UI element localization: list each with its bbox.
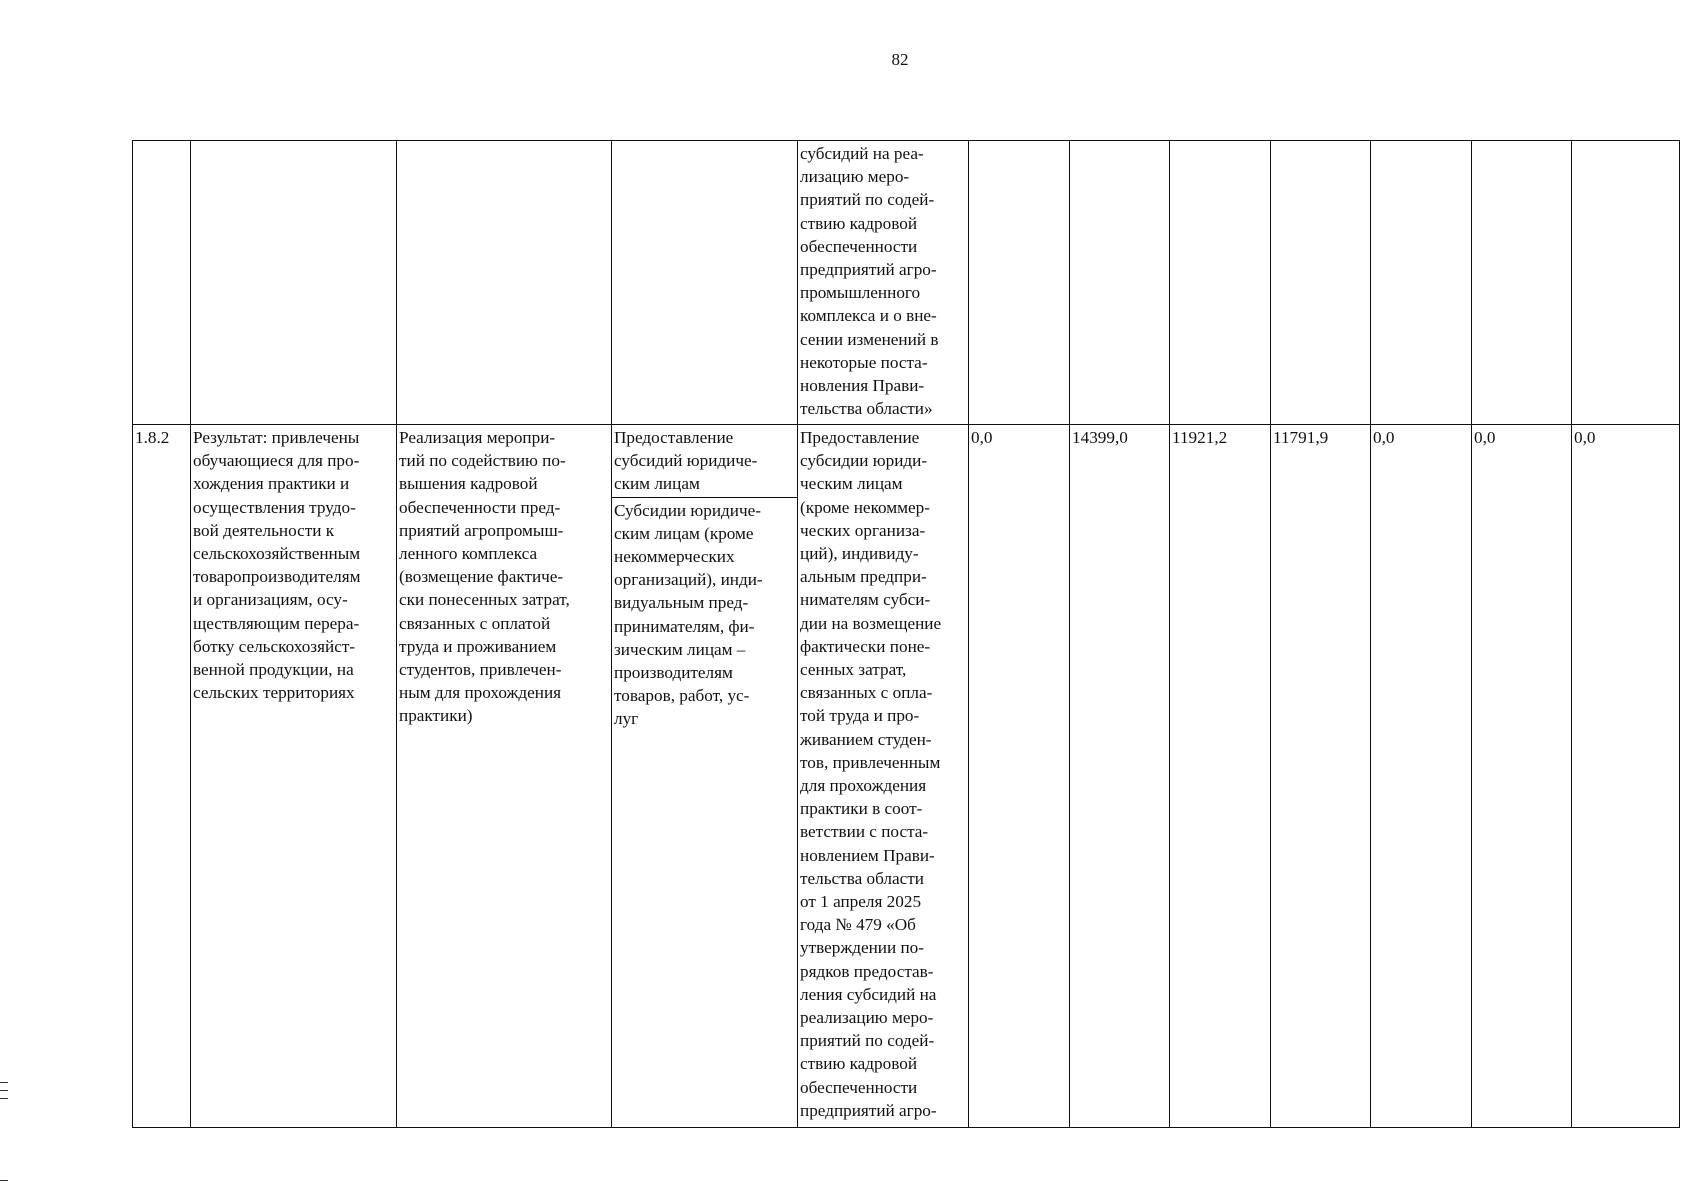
- cell-result: [191, 425, 397, 1128]
- basis-text: субсидий на реа- лизацию меро- приятий по содей- ствию кадровой обеспеченности предприятий агро- промышленного комплекса и о вне- сении изменений в некоторые поста- новления Прави- тельства области»: [800, 144, 939, 419]
- cell-value-7: 0,0: [1572, 425, 1680, 1128]
- page-number: 82: [891, 50, 909, 69]
- scan-edge-mark: [0, 1082, 8, 1083]
- cell-measure: [397, 141, 612, 425]
- cell-value-2: [1070, 141, 1170, 425]
- program-measures-table: [132, 140, 1680, 1128]
- cell-number: 1.8.2: [133, 425, 191, 1128]
- type-text-bottom: Субсидии юридиче- ским лицам (кроме некоммерческих организаций), инди- видуальным пред- принимателям, фи- зическим лицам – производителям товаров, работ, ус- луг: [614, 500, 763, 729]
- cell-value-7: [1572, 141, 1680, 425]
- scan-edge-mark: [0, 1098, 8, 1099]
- scan-edge-mark: [0, 1090, 8, 1091]
- cell-value-1: [969, 141, 1070, 425]
- cell-value-2: 14399,0: [1070, 425, 1170, 1128]
- cell-value-1: 0,0: [969, 425, 1070, 1128]
- type-text-top: Предоставление субсидий юридиче- ским лицам: [612, 426, 797, 498]
- measure-text: Реализация меропри- тий по содействию по- вышения кадровой обеспеченности пред- приятий агропромыш- ленного комплекса (возмещение фактиче- ски понесенных затрат, связанных с оплатой труда и проживанием студентов, привлечен- ным для прохождения практики): [399, 428, 570, 726]
- cell-value-4: 11791,9: [1271, 425, 1371, 1128]
- cell-value-6: 0,0: [1472, 425, 1572, 1128]
- cell-result: [191, 141, 397, 425]
- cell-value-5: [1371, 141, 1472, 425]
- table-row-1-8-2: [133, 425, 1680, 1128]
- cell-basis: [798, 425, 969, 1128]
- cell-basis: [798, 141, 969, 425]
- cell-measure: [397, 425, 612, 1128]
- cell-type: [612, 425, 798, 1128]
- scan-edge-mark: [0, 1180, 8, 1181]
- table-row-continuation: [133, 141, 1680, 425]
- cell-number: [133, 141, 191, 425]
- cell-value-5: 0,0: [1371, 425, 1472, 1128]
- cell-value-6: [1472, 141, 1572, 425]
- cell-value-3: [1170, 141, 1271, 425]
- cell-value-4: [1271, 141, 1371, 425]
- cell-value-3: 11921,2: [1170, 425, 1271, 1128]
- result-text: Результат: привлечены обучающиеся для про- хождения практики и осуществления трудо- вой деятельности к сельскохозяйственным товаропроизводителям и организациям, осу- ществляющим перера- ботку сельскохозяйст- венной продукции, на сельских территориях: [193, 428, 361, 703]
- basis-text: Предоставление субсидии юриди- ческим лицам (кроме некоммер- ческих организа- ций), индивиду- альным предпри- нимателям субси- дии на возмещение фактически поне- сенных затрат, связанных с опла- той труда и про- живанием студен- тов, привлеченным для прохождения практики в соот- ветствии с поста- новлением Прави- тельства области от 1 апреля 2025 года № 479 «Об утверждении по- рядков предостав- ления субсидий на реализацию меро- приятий по содей- ствию кадровой обеспеченности предприятий агро-: [800, 428, 942, 1120]
- cell-type: [612, 141, 798, 425]
